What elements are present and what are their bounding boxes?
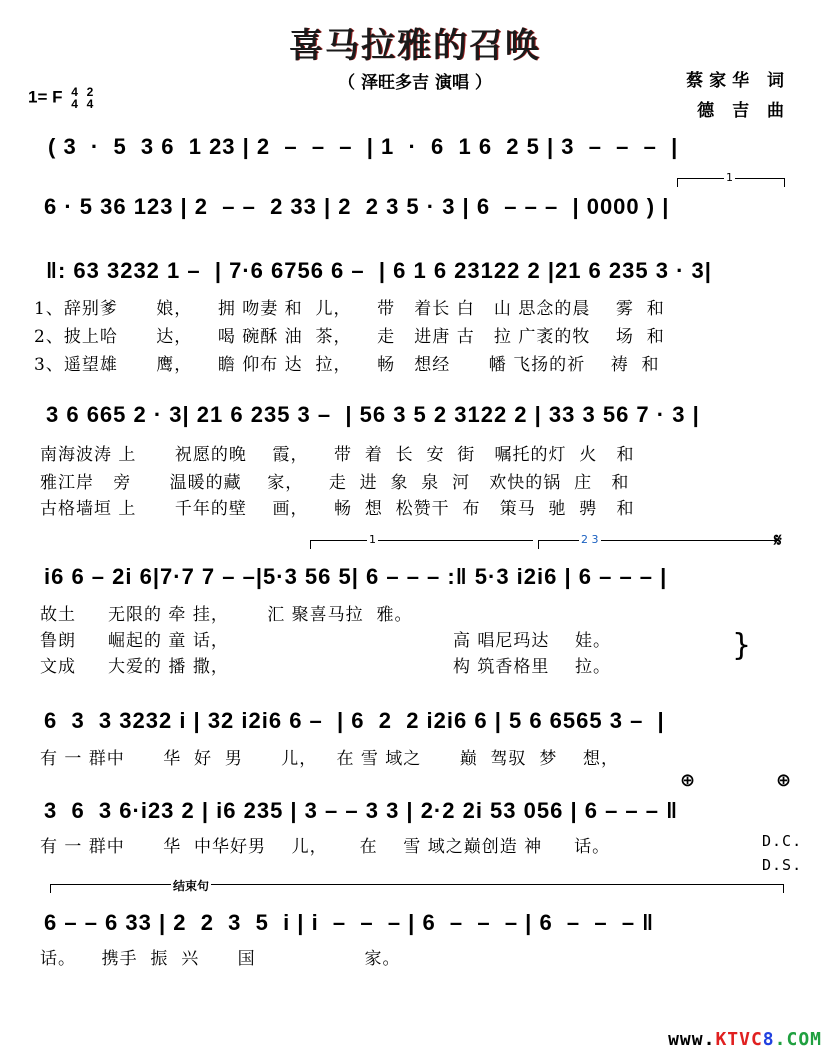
volta-bracket-1: 1 — [677, 178, 785, 187]
lyrics-verse-2: 鲁朗 崛起的 童 话， 高 唱尼玛达 娃。 — [40, 631, 611, 651]
lyrics-verse-3: 3、遥望雄 鹰， 瞻 仰布 达 拉， 畅 想经 幡 飞扬的祈 祷 和 — [34, 355, 660, 375]
score-system-1: ( 3 · 5 3 6 1 23 | 2 – – – | 1 · 6 1 6 2 5 | 3 – – – | — [48, 134, 679, 159]
score-system-8: 6 – – 6 33 | 2 2 3 5 i | i – – – | 6 – – – | 6 – – – ‖ — [44, 910, 655, 935]
lyrics-verse-3: 古格墙垣 上 千年的壁 画， 畅 想 松赞干 布 策马 驰 骋 和 — [40, 499, 635, 519]
performer-credit: （ 泽旺多吉 演唱 ） — [338, 73, 492, 93]
dal-segno-mark: D.S. — [762, 856, 803, 874]
coda-icon: ⊕ — [776, 770, 792, 791]
time-signature-2-4: 2 4 — [86, 85, 94, 111]
site-watermark: www.KTVC8.COM — [668, 1029, 822, 1050]
coda-icon: ⊕ — [680, 770, 696, 791]
key-label: 1= F — [28, 87, 63, 107]
lyricist-credit: 蔡家华 词 — [686, 71, 790, 91]
score-system-6: 6 3 3 3232 i | 32 i2i6 6 – | 6 2 2 i2i6 6 | 5 6 6565 3 – | — [44, 708, 665, 733]
lyrics-verse-1: 1、辞别爹 娘， 拥 吻妻 和 儿， 带 着长 白 山 思念的晨 雾 和 — [34, 299, 665, 319]
score-system-5: i6 6 – 2i 6|7·7 7 – –|5·3 56 5| 6 – – – :‖ 5·3 i2i6 | 6 – – – | — [44, 564, 668, 589]
lyrics-verse-1: 故土 无限的 牵 挂， 汇 聚喜马拉 雅。 — [40, 605, 413, 625]
lyrics-verse-2: 2、披上哈 达， 喝 碗酥 油 茶， 走 进唐 古 拉 广袤的牧 场 和 — [34, 327, 665, 347]
da-capo-mark: D.C. — [762, 832, 803, 850]
lyrics-verse-1: 南海波涛 上 祝愿的晚 霞， 带 着 长 安 街 嘱托的灯 火 和 — [40, 445, 635, 465]
lyrics-verse-3: 文成 大爱的 播 撒， 构 筑香格里 拉。 — [40, 657, 611, 677]
volta-bracket-1: 1 — [310, 540, 533, 549]
score-system-2: 6 · 5 36 123 | 2 – – 2 33 | 2 2 3 5 · 3 | 6 – – – | 0000 ) | — [44, 194, 670, 219]
time-signature-4-4: 4 4 — [71, 85, 78, 111]
ending-phrase-bracket: 结束句 — [50, 884, 784, 893]
score-system-4: 3 6 665 2 · 3| 21 6 235 3 – | 56 3 5 2 3122 2 | 33 3 56 7 · 3 | — [46, 402, 700, 427]
song-title: 喜马拉雅的召唤 — [289, 26, 541, 66]
composer-credit: 德 吉 曲 — [697, 101, 790, 121]
score-system-3: ‖: 63 3232 1 – | 7·6 6756 6 – | 6 1 6 23122 2 |21 6 235 3 · 3| — [46, 258, 712, 283]
segno-icon: 𝄋 — [774, 530, 782, 551]
key-signature — [28, 86, 93, 110]
score-system-7: 3 6 3 6·i23 2 | i6 235 | 3 – – 3 3 | 2·2 2i 53 056 | 6 – – – ‖ — [44, 798, 679, 823]
verse-brace: } — [732, 628, 752, 663]
lyrics-ending: 话。 携手 振 兴 国 家。 — [40, 949, 401, 969]
lyrics-verse-2: 雅江岸 旁 温暖的藏 家， 走 进 象 泉 河 欢快的锅 庄 和 — [40, 473, 630, 493]
volta-bracket-2-3: 2 3 — [538, 540, 777, 549]
lyrics-chorus-1: 有 一 群中 华 好 男 儿， 在 雪 域之 巅 驾驭 梦 想， — [40, 749, 619, 769]
lyrics-chorus-2: 有 一 群中 华 中华好男 儿， 在 雪 域之巅创造 神 话。 — [40, 837, 611, 857]
